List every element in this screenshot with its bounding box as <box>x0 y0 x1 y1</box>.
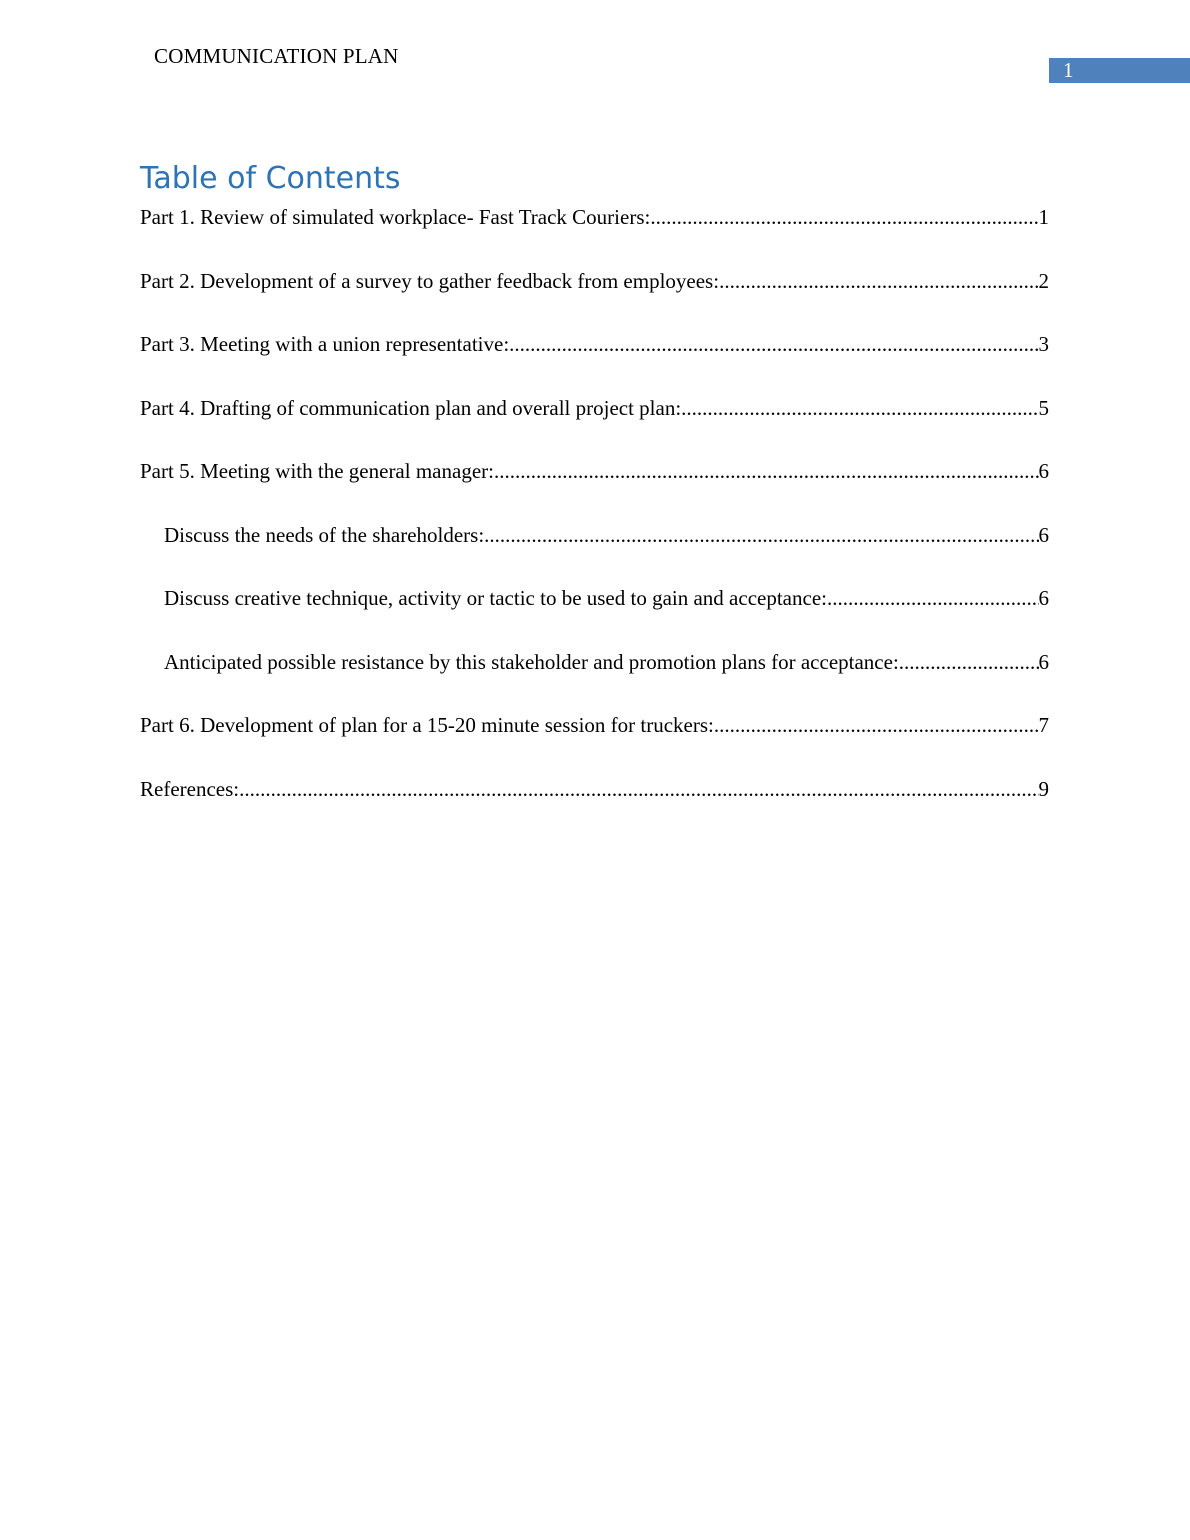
toc-heading: Table of Contents <box>140 161 401 196</box>
toc-entry[interactable] <box>140 392 1049 456</box>
toc-entry-page: 6 <box>1038 459 1049 483</box>
toc-dot-leader <box>681 392 1038 424</box>
toc-entry-title: References: <box>140 776 240 801</box>
toc-subentry[interactable] <box>140 582 1049 646</box>
toc-entry-page: 2 <box>1038 268 1049 293</box>
toc-entry-page: 9 <box>1038 776 1049 801</box>
toc-dot-leader <box>827 582 1039 614</box>
toc-entry[interactable] <box>140 265 1049 329</box>
toc-entry-page: 5 <box>1038 395 1049 420</box>
toc-entry-page: 6 <box>1038 649 1049 674</box>
toc-entry-title: Part 1. Review of simulated workplace- Fast Track Couriers: <box>140 205 651 229</box>
toc-dot-leader <box>509 328 1038 360</box>
toc-dot-leader <box>719 265 1038 297</box>
toc-dot-leader <box>239 773 1038 805</box>
toc-subentry[interactable] <box>140 646 1049 710</box>
toc-entry-title: Part 2. Development of a survey to gather feedback from employees: <box>140 268 720 293</box>
toc-entry-page: 6 <box>1038 522 1049 547</box>
toc-entry-title: Part 4. Drafting of communication plan and overall project plan: <box>140 395 682 420</box>
toc-subentry[interactable] <box>140 519 1049 583</box>
toc-entry[interactable] <box>140 709 1049 773</box>
toc-dot-leader <box>484 519 1038 551</box>
toc-entry-title: Discuss creative technique, activity or tactic to be used to gain and acceptance: <box>164 586 827 610</box>
running-head-title: COMMUNICATION PLAN <box>154 44 399 68</box>
toc-entry[interactable] <box>140 328 1049 392</box>
toc-entry-title: Part 3. Meeting with a union representative: <box>140 332 510 356</box>
toc-entry[interactable] <box>140 773 1049 837</box>
toc-entry-title: Part 6. Development of plan for a 15-20 minute session for truckers: <box>140 713 714 737</box>
toc-entry[interactable] <box>140 201 1049 265</box>
toc-entry-page: 6 <box>1038 586 1049 610</box>
toc-dot-leader <box>899 646 1039 678</box>
toc-entry-title: Part 5. Meeting with the general manager: <box>140 459 494 483</box>
toc-entry-page: 7 <box>1038 713 1049 737</box>
toc-list <box>140 201 1049 836</box>
toc-entry-page: 1 <box>1038 205 1049 229</box>
toc-dot-leader <box>650 201 1038 233</box>
toc-entry[interactable] <box>140 455 1049 519</box>
toc-entry-title: Anticipated possible resistance by this stakeholder and promotion plans for acceptance: <box>164 649 899 674</box>
toc-entry-title: Discuss the needs of the shareholders: <box>164 522 485 547</box>
toc-dot-leader <box>714 709 1039 741</box>
page-number-badge: 1 <box>1049 58 1190 83</box>
toc-dot-leader <box>494 455 1039 487</box>
toc-entry-page: 3 <box>1038 332 1049 356</box>
